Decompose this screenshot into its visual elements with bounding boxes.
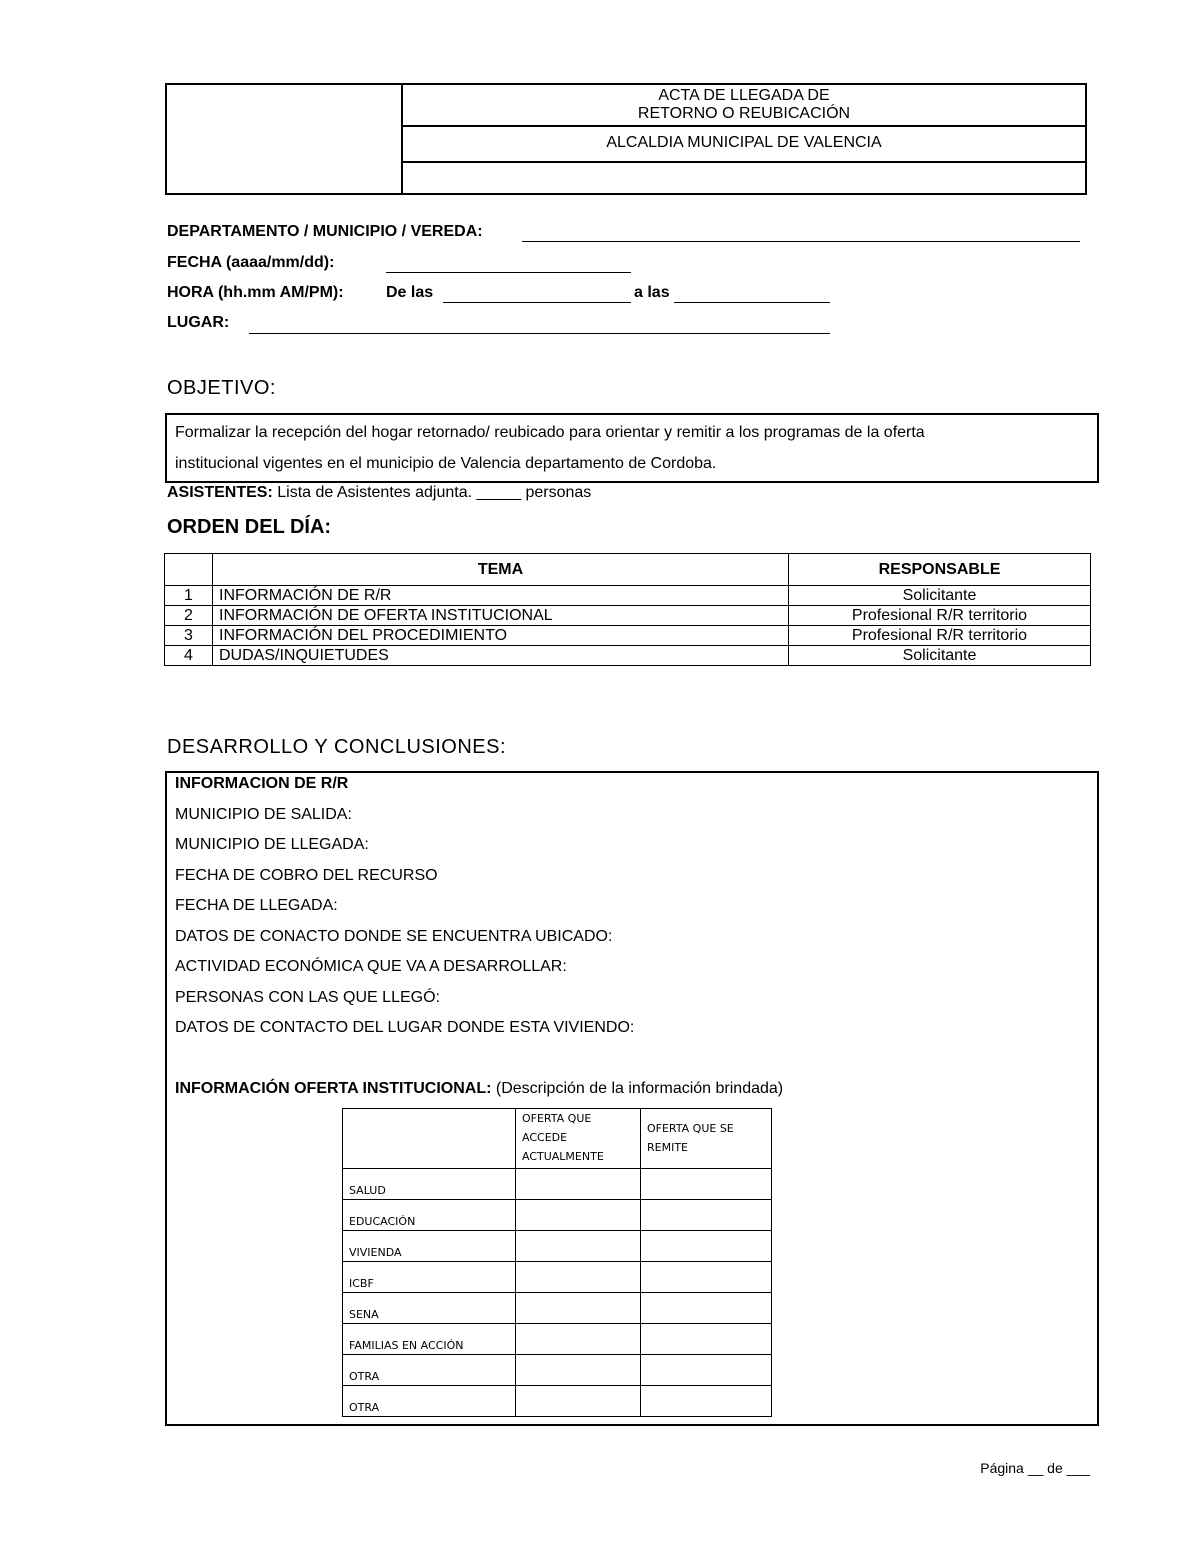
list-item: MUNICIPIO DE LLEGADA: [175,836,369,853]
oferta-header-accede-l1: OFERTA QUE [522,1112,592,1125]
asistentes-row [167,484,591,502]
objetivo-box [165,413,1099,483]
oferta-cell-accede[interactable] [516,1231,641,1262]
asistentes-suffix: personas [525,484,592,501]
hora-to-label: a las [634,284,670,301]
fecha-label: FECHA (aaaa/mm/dd): [167,254,335,271]
header-entity: ALCALDIA MUNICIPAL DE VALENCIA [403,127,1085,163]
departamento-label: DEPARTAMENTO / MUNICIPIO / VEREDA: [167,223,483,240]
orden-title: ORDEN DEL DÍA: [167,516,332,538]
hora-to-line[interactable] [674,302,830,303]
oferta-cell-accede[interactable] [516,1200,641,1231]
departamento-line[interactable] [522,241,1080,242]
oferta-cell-remite[interactable] [641,1355,772,1386]
orden-tema: INFORMACIÓN DE R/R [213,586,789,606]
fecha-line[interactable] [386,272,631,273]
orden-num: 4 [165,646,213,666]
orden-header-num [165,554,213,586]
oferta-row-label: SALUD [343,1169,516,1200]
header-title-line1: ACTA DE LLEGADA DE [658,87,830,104]
oferta-header-blank [343,1109,516,1169]
orden-responsable: Solicitante [789,586,1091,606]
lugar-line[interactable] [249,333,830,334]
oferta-cell-accede[interactable] [516,1169,641,1200]
objetivo-line2: institucional vigentes en el municipio de Valencia departamento de Cordoba. [175,455,717,472]
desarrollo-title: DESARROLLO Y CONCLUSIONES: [167,736,507,758]
table-row [343,1169,772,1200]
orden-header-responsable: RESPONSABLE [789,554,1091,586]
oferta-cell-accede[interactable] [516,1386,641,1417]
hora-from-line[interactable] [443,302,631,303]
hora-label: HORA (hh.mm AM/PM): [167,284,344,301]
oferta-cell-remite[interactable] [641,1231,772,1262]
table-row [343,1200,772,1231]
oferta-note: (Descripción de la información brindada) [495,1080,784,1097]
list-item: FECHA DE COBRO DEL RECURSO [175,867,438,884]
asistentes-label: ASISTENTES: [167,484,273,501]
table-row [165,586,1091,606]
table-row [343,1262,772,1293]
orden-responsable: Profesional R/R territorio [789,606,1091,626]
oferta-header-accede-l2: ACCEDE [522,1131,568,1144]
list-item: DATOS DE CONACTO DONDE SE ENCUENTRA UBICADO: [175,928,613,945]
logo-cell [167,85,403,193]
document-header [165,83,1087,195]
orden-tema: INFORMACIÓN DEL PROCEDIMIENTO [213,626,789,646]
oferta-row-label: FAMILIAS EN ACCIÓN [343,1324,516,1355]
asistentes-blank[interactable]: _____ [476,484,521,501]
header-title-line2: RETORNO O REUBICACIÓN [637,105,851,122]
oferta-row-label: ICBF [343,1262,516,1293]
table-row [343,1386,772,1417]
list-item: PERSONAS CON LAS QUE LLEGÓ: [175,989,440,1006]
orden-tema: INFORMACIÓN DE OFERTA INSTITUCIONAL [213,606,789,626]
table-row [165,646,1091,666]
oferta-header-accede-l3: ACTUALMENTE [522,1150,604,1163]
oferta-heading: INFORMACIÓN OFERTA INSTITUCIONAL: [175,1080,492,1097]
table-row [165,626,1091,646]
list-item: MUNICIPIO DE SALIDA: [175,806,352,823]
oferta-row-label: EDUCACIÓN [343,1200,516,1231]
orden-header-row [165,554,1091,586]
orden-tema: DUDAS/INQUIETUDES [213,646,789,666]
oferta-row-label: OTRA [343,1386,516,1417]
list-item: ACTIVIDAD ECONÓMICA QUE VA A DESARROLLAR: [175,958,567,975]
table-row [343,1231,772,1262]
oferta-row-label: SENA [343,1293,516,1324]
orden-responsable: Solicitante [789,646,1091,666]
orden-header-tema: TEMA [213,554,789,586]
list-item: DATOS DE CONTACTO DEL LUGAR DONDE ESTA VIVIENDO: [175,1019,635,1036]
page-number: Página __ de ___ [980,1460,1090,1476]
objetivo-line1: Formalizar la recepción del hogar retornado/ reubicado para orientar y remitir a los programas de la oferta [175,424,925,441]
list-item: FECHA DE LLEGADA: [175,897,338,914]
orden-num: 2 [165,606,213,626]
oferta-header-accede [516,1109,641,1169]
oferta-cell-remite[interactable] [641,1169,772,1200]
oferta-cell-accede[interactable] [516,1324,641,1355]
oferta-table [342,1108,772,1417]
oferta-header-remite [641,1109,772,1169]
oferta-heading-row [175,1080,783,1098]
header-empty-cell [403,163,1085,193]
oferta-row-label: VIVIENDA [343,1231,516,1262]
table-row [165,606,1091,626]
asistentes-text: Lista de Asistentes adjunta. [277,484,473,501]
oferta-cell-accede[interactable] [516,1262,641,1293]
oferta-cell-remite[interactable] [641,1386,772,1417]
oferta-cell-remite[interactable] [641,1200,772,1231]
orden-num: 1 [165,586,213,606]
table-row [343,1293,772,1324]
orden-responsable: Profesional R/R territorio [789,626,1091,646]
oferta-row-label: OTRA [343,1355,516,1386]
header-title [403,85,1085,127]
lugar-label: LUGAR: [167,314,230,331]
hora-from-label: De las [386,284,434,301]
objetivo-title: OBJETIVO: [167,377,276,399]
oferta-cell-accede[interactable] [516,1293,641,1324]
info-rr-heading: INFORMACION DE R/R [175,775,349,792]
oferta-cell-accede[interactable] [516,1355,641,1386]
orden-num: 3 [165,626,213,646]
oferta-header-remite-l2: REMITE [647,1140,688,1154]
oferta-cell-remite[interactable] [641,1293,772,1324]
orden-table [164,553,1091,666]
oferta-cell-remite[interactable] [641,1324,772,1355]
table-row [343,1355,772,1386]
oferta-header-row [343,1109,772,1169]
table-row [343,1324,772,1355]
oferta-header-remite-l1: OFERTA QUE SE [647,1121,734,1135]
oferta-cell-remite[interactable] [641,1262,772,1293]
